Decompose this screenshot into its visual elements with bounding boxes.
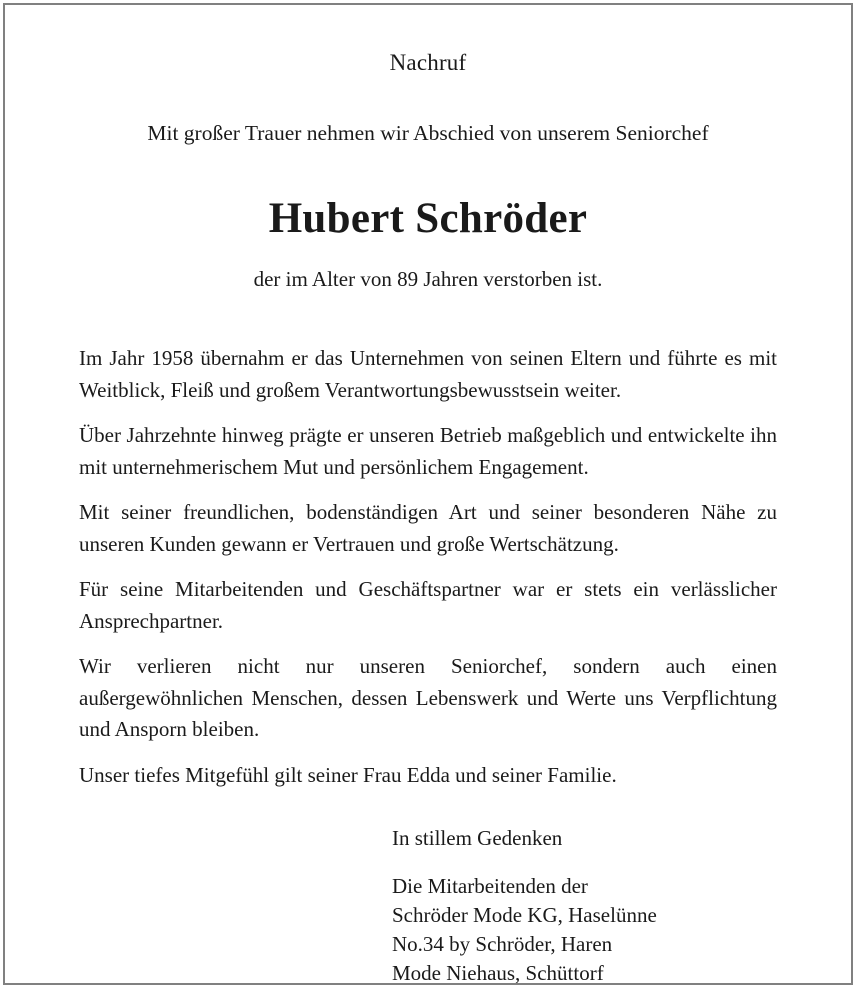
signer-line: Die Mitarbeitenden der [392, 874, 588, 898]
body-paragraph: Für seine Mitarbeitenden und Geschäftspartner war er stets ein verlässlicher Ansprechpartner. [79, 577, 777, 633]
signer-line: Schröder Mode KG, Haselünne [392, 903, 657, 927]
body-paragraph: Mit seiner freundlichen, bodenständigen Art und seiner besonderen Nähe zu unseren Kunden gewann er Vertrauen und große Wertschätzung. [79, 500, 777, 556]
body-paragraph: Über Jahrzehnte hinweg prägte er unseren Betrieb maßgeblich und entwickelte ihn mit unternehmerischem Mut und persönlichem Engagement. [79, 423, 777, 479]
lead-line: Mit großer Trauer nehmen wir Abschied von unserem Seniorchef [147, 121, 709, 145]
notice-content [5, 5, 851, 983]
signer-list [392, 872, 777, 985]
deceased-name: Hubert Schröder [268, 195, 588, 242]
signer-line: Mode Niehaus, Schüttorf [392, 961, 604, 985]
signature-block [79, 791, 777, 985]
body-paragraph: Wir verlieren nicht nur unseren Seniorchef, sondern auch einen außergewöhnlichen Menschen, dessen Lebenswerk und Werte uns Verpflichtung und Ansporn bleiben. [79, 654, 777, 741]
notice-frame [3, 3, 853, 985]
signer-line: No.34 by Schröder, Haren [392, 932, 613, 956]
body-paragraph: Im Jahr 1958 übernahm er das Unternehmen von seinen Eltern und führte es mit Weitblick, Fleiß und großem Verantwortungsbewusstsein weiter. [79, 346, 777, 402]
age-line: der im Alter von 89 Jahren verstorben ist. [253, 267, 603, 291]
body-paragraph: Unser tiefes Mitgefühl gilt seiner Frau Edda und seiner Familie. [79, 762, 617, 787]
body-copy [79, 292, 777, 791]
page-title: Nachruf [389, 50, 467, 75]
memorial-line: In stillem Gedenken [392, 826, 563, 850]
